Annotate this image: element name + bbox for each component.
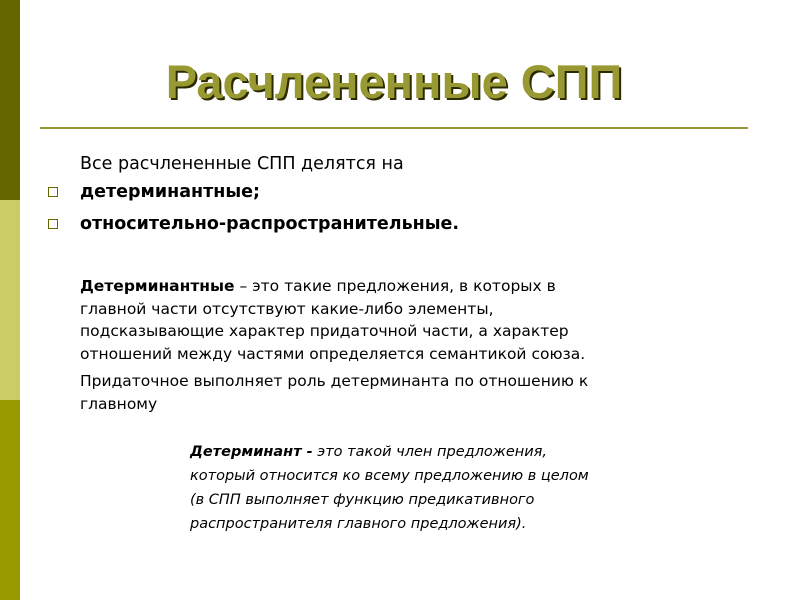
definition-line bbox=[80, 275, 740, 298]
note-text: это такой член предложения, bbox=[312, 444, 547, 460]
note-line: распространителя главного предложения). bbox=[190, 516, 527, 532]
role-line: Придаточное выполняет роль детерминанта по отношению к bbox=[80, 372, 589, 390]
definition-paragraph bbox=[80, 275, 740, 365]
note-line: который относится ко всему предложению в целом bbox=[190, 468, 589, 484]
intro-text: Все расчлененные СПП делятся на bbox=[80, 154, 404, 174]
sidebar-block-olive bbox=[0, 400, 20, 600]
note-line: (в СПП выполняет функцию предикативного bbox=[190, 492, 535, 508]
definition-line: главной части отсутствуют какие-либо элементы, bbox=[80, 299, 494, 318]
slide-title: Расчлененные СПП bbox=[165, 55, 623, 108]
sidebar-decoration bbox=[0, 0, 20, 600]
bullet-list bbox=[48, 180, 459, 244]
role-line: главному bbox=[80, 394, 158, 413]
list-item bbox=[48, 212, 459, 236]
list-item bbox=[48, 180, 459, 204]
bullet-text: относительно-распространительные. bbox=[80, 214, 460, 234]
definition-line: подсказывающие характер придаточной части, а характер bbox=[80, 322, 569, 340]
square-bullet-icon bbox=[48, 219, 58, 229]
sidebar-block-light bbox=[0, 200, 20, 400]
square-bullet-icon bbox=[48, 187, 58, 197]
definition-line: отношений между частями определяется семантикой союза. bbox=[80, 344, 586, 363]
title-divider bbox=[40, 127, 748, 129]
definition-term: Детерминантные bbox=[80, 277, 235, 295]
definition-text: – это такие предложения, в которых в bbox=[234, 277, 556, 295]
role-paragraph bbox=[80, 370, 760, 415]
note-term: Детерминант - bbox=[190, 444, 313, 460]
determinant-note bbox=[190, 440, 730, 536]
sidebar-block-dark bbox=[0, 0, 20, 200]
note-line bbox=[190, 440, 730, 464]
bullet-text: детерминантные; bbox=[80, 182, 261, 202]
